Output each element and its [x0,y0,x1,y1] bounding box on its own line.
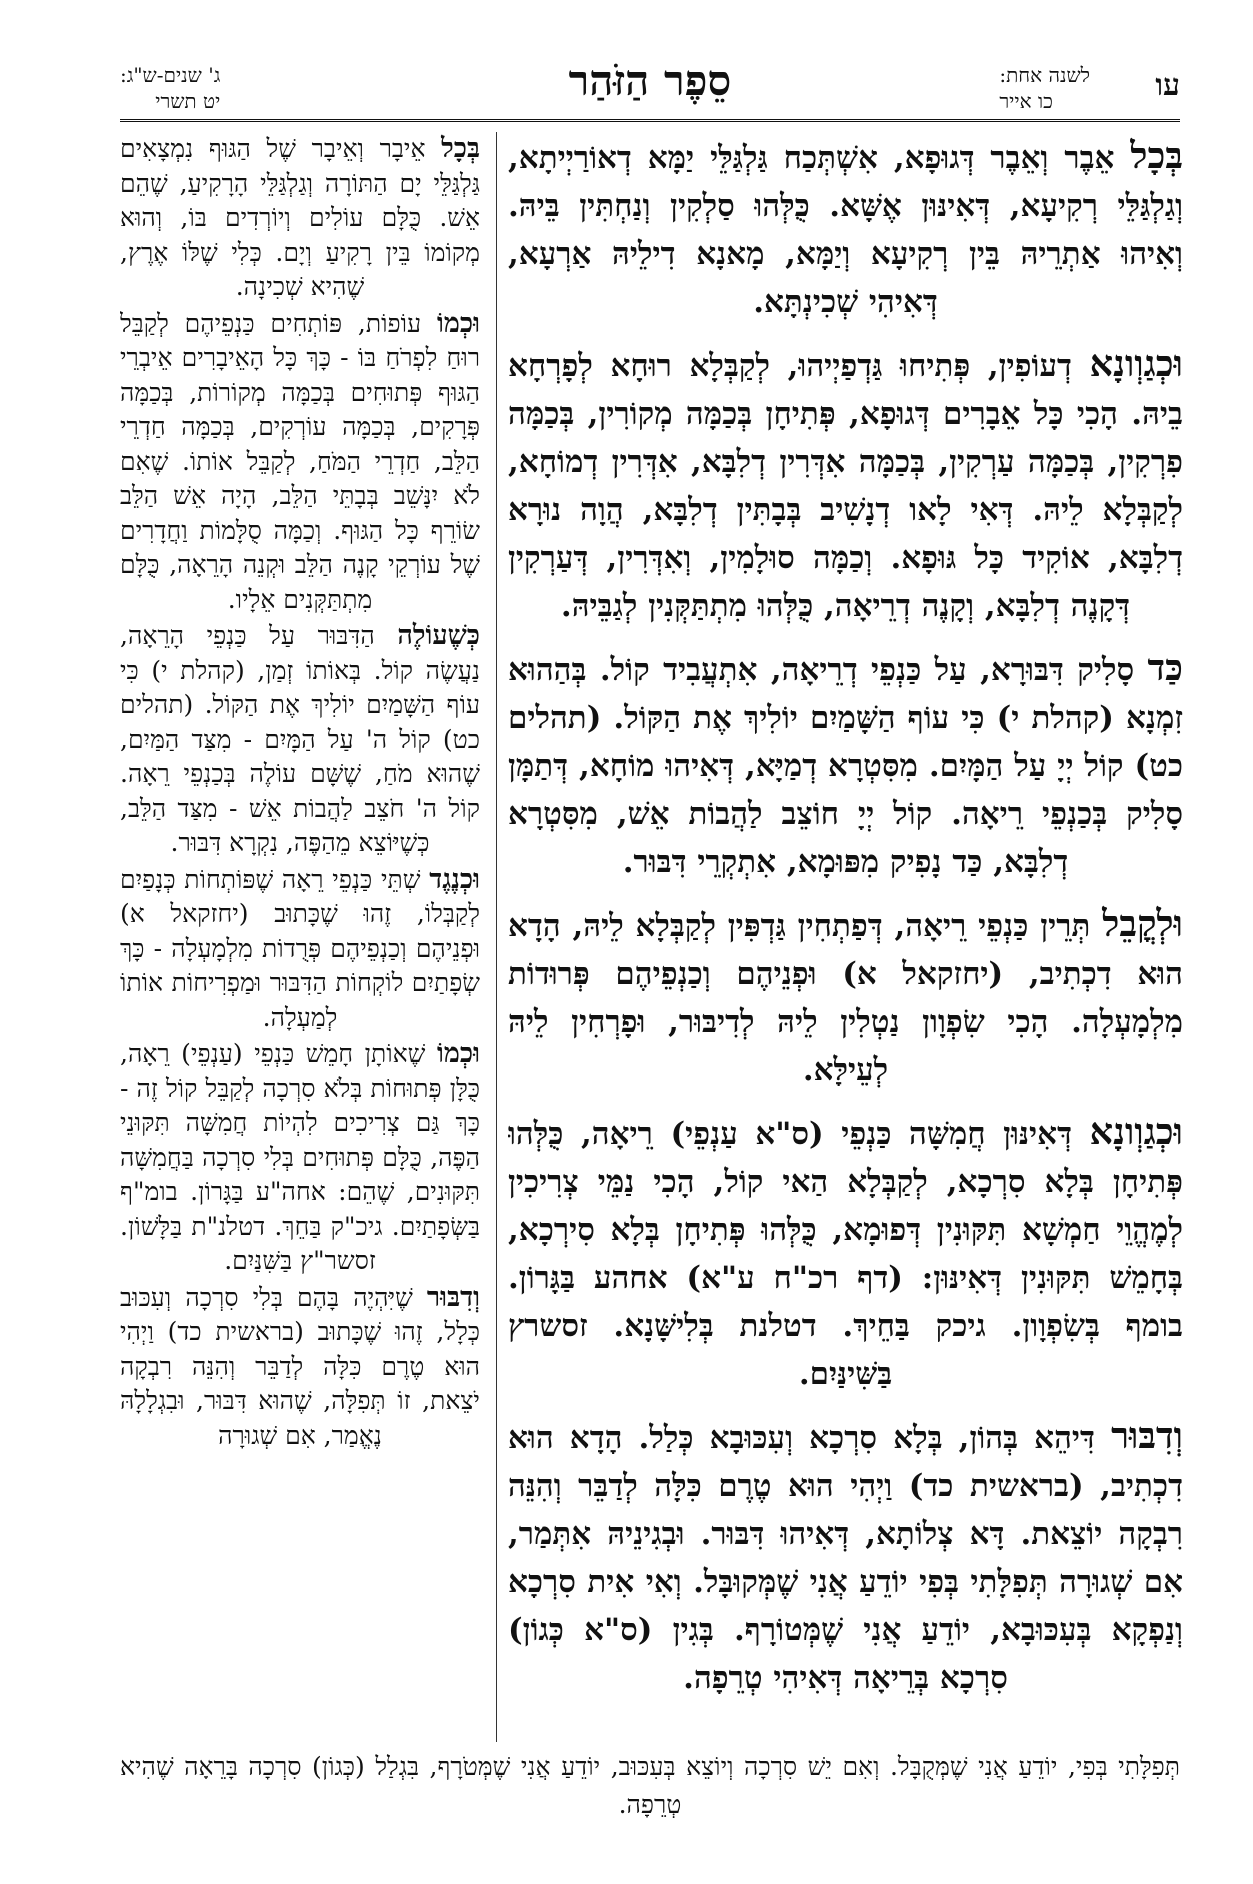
paragraph-text: שְׁתֵּי כַּנְפֵי רֵאָה שֶׁפּוֹתְחוֹת כְּנָפַיִם לְקַבְּלוֹ, זֶהוּ שֶׁכָּתוּב (יחזקאל א) וּפְנֵיהֶם וְכַנְפֵיהֶם פְּרֻדוֹת מִלְמָעְלָה - כָּךְ שְׂפָתַיִם לוֹקְחוֹת הַדִּבּוּר וּמַפְרִיחוֹת אוֹתוֹ לְמַעְלָה. [120,864,480,1032]
paragraph [120,307,480,618]
paragraph-text: סָלִיק דִּבּוּרָא, עַל כַּנְפֵי דְרֵיאָה, אִתְעֲבִיד קוֹל. בְּהַהוּא זִמְנָא (קהלת י) כִּי עוֹף הַשָּׁמַיִם יוֹלִיךְ אֶת הַקּוֹל. (תהלים כט) קוֹל יְיָ עַל הַמָּיִם. מִסִּטְרָא דְמַיָּא, דְּאִיהוּ מוֹחָא, דְּתַמָּן סָלִיק בְּכַנְפֵי רֵיאָה. קוֹל יְיָ חוֹצֵב לַהֲבוֹת אֵשׁ, מִסִּטְרָא דְלִבָּא, כַּד נָפִיק מִפּוּמָא, אִתְקְרֵי דִּבּוּר. [508,652,1183,880]
aramaic-text-column [508,132,1183,1744]
paragraph [508,1108,1183,1398]
schedule-date: יט תשרי [155,89,221,113]
header-rule [120,119,1180,122]
paragraph-lead-word: וּכְגַוְונָא [1089,1110,1183,1153]
book-title: סֵפֶר הַזֹּהַר [568,56,732,105]
reading-schedule-three-years [120,62,220,114]
paragraph-text: תְּרֵין כַּנְפֵי רֵיאָה, דְּפַתְחִין גַּדְפִּין לְקַבְּלָא לֵיהּ, הָדָא הוּא דִכְתִיב, (יחזקאל א) וּפְנֵיהֶם וְכַנְפֵיהֶם פְּרוּדוֹת מִלְמָעְלָה. הָכִי שִׂפְוָון נַטְלִין לֵיהּ לְדִיבּוּר, וּפָרְחִין לֵיהּ לְעֵילָּא. [508,908,1183,1088]
paragraph-text: אֵבֶר וְאֵבֶר דְּגוּפָא, אִשְׁתְּכַח גַּלְגַּלֵּי יַמָּא דְאוֹרַיְיתָא, וְגַלְגַּלֵּי רְקִיעָא, דְּאִינּוּן אֶשָּׁא. כֻּלְּהוּ סַלְקִין וְנַחְתִּין בֵּיהּ. וְאִיהוּ אַתְרֵיהּ בֵּין רְקִיעָא וְיַמָּא, מָאנָא דִילֵיהּ אַרְעָא, דְּאִיהִי שְׁכִינְתָּא. [508,140,1183,320]
hebrew-translation-column [120,132,480,1744]
paragraph [120,1037,480,1279]
paragraph-text: אֵיבָר וְאֵיבָר שֶׁל הַגּוּף נִמְצָאִים גַּלְגַּלֵּי יָם הַתּוֹרָה וְגַלְגַּלֵּי הָרָקִיעַ, שֶׁהֵם אֵשׁ. כֻּלָּם עוֹלִים וְיוֹרְדִים בּוֹ, וְהוּא מְקוֹמוֹ בֵּין רָקִיעַ וְיָם. כְּלִי שֶׁלּוֹ אֶרֶץ, שֶׁהִיא שְׁכִינָה. [120,134,480,301]
paragraph-text: דְּאִינּוּן חֲמִשָּׁה כַּנְפֵי (ס"א עַנְפֵי) רֵיאָה, כֻּלְּהוּ פְּתִיחָן בְּלָא סִרְכָא, לְקַבְּלָא הַאי קוֹל, הָכִי נַמֵּי צְרִיכִין לְמֶהֱוֵי חַמְשָׁא תִּקּוּנִין דְּפוּמָא, כֻּלְּהוּ פְּתִיחָן בְּלָא סִירְכָא, בְּחָמֵשׁ תִּקּוּנִין דְּאִינּוּן: (דף רכ"ח ע"א) אחהע בַּגָּרוֹן. בומף בְּשִׂפְוָון. גיכק בַּחֵיךְ. דטלנת בְּלִישָּׁנָא. זסשרץ בַּשִּׁינַּיִם. [508,1116,1183,1392]
paragraph-lead-word: וּלְקֳבֵל [1102,902,1183,945]
paragraph [508,1412,1183,1702]
paragraph-lead-word: וְדִבּוּר [1111,1414,1183,1457]
paragraph-lead-word: וּכְמוֹ [436,307,480,339]
paragraph-text: דְעוֹפִין, פְּתִיחוּ גַּדְפַיְיהוּ, לְקַבְּלָא רוּחָא לְפָרְחָא בֵיהּ. הָכִי כָּל אֵבָרִים דְּגוּפָא, פְּתִיחָן בְּכַמָּה מְקוֹרִין, בְּכַמָּה פִרְקִין, בְּכַמָּה עַרְקִין, בְּכַמָּה אִדְּרִין דְלִבָּא, אִדְּרִין דְמוֹחָא, לְקַבְּלָא לֵיהּ. דְּאִי לָאו דְנָשִׁיב בְּבָתִּין דְלִבָּא, הֲוָה נוּרָא דְלִבָּא, אוֹקִיד כָּל גּוּפָא. וְכַמָּה סוּלָמִין, וְאִדְּרִין, דְּעַרְקִין דְּקָנֶה דְלִבָּא, וְקָנֶה דְרֵיאָה, כֻּלְּהוּ מִתְתַּקְּנִין לְגַבֵּיהּ. [508,348,1183,624]
schedule-label: ג' שנים-ש"ג: [120,63,221,87]
paragraph [120,863,480,1036]
translation-continuation: תְּפִלָּתִי בְּפִי, יוֹדֵעַ אֲנִי שֶׁמְּקֻבָּל. וְאִם יֵשׁ סִרְכָה וְיוֹצֵא בְּעִכּוּב, יוֹדֵעַ אֲנִי שֶׁמְּטֹרָף, בִּגְלַל (כְּגוֹן) סִרְכָה בָּרֵאָה שֶׁהִיא טְרֵפָה. [120,1752,1180,1819]
paragraph-lead-word: כְּשֶׁעוֹלֶה [397,620,480,651]
paragraph-lead-word: וּכְמוֹ [436,1038,480,1069]
paragraph [508,340,1183,630]
column-divider [496,132,497,1742]
paragraph [508,644,1183,886]
paragraph-lead-word: וּכְגַוְונָא [1089,342,1183,385]
schedule-date: כו אייר [999,89,1053,113]
paragraph-text: הַדִּבּוּר עַל כַּנְפֵי הָרֵאָה, נַעֲשֶׂה קוֹל. בְּאוֹתוֹ זְמַן, (קהלת י) כִּי עוֹף הַשָּׁמַיִם יוֹלִיךְ אֶת הַקּוֹל. (תהלים כט) קוֹל ה' עַל הַמָּיִם - מִצַּד הַמַּיִם, שֶׁהוּא מֹחַ, שֶׁשָּׁם עוֹלֶה בְּכַנְפֵי רֵאָה. קוֹל ה' חֹצֵב לַהֲבוֹת אֵשׁ - מִצַּד הַלֵּב, כְּשֶׁיּוֹצֵא מֵהַפֶּה, נִקְרָא דִּבּוּר. [120,621,480,857]
page-number: עו [1155,68,1180,103]
paragraph-text: עוֹפוֹת, פּוֹתְחִים כַּנְפֵיהֶם לְקַבֵּל רוּחַ לִפְרֹחַ בּוֹ - כָּךְ כָּל הָאֵיבָרִים אֵיבְרֵי הַגּוּף פְּתוּחִים בְּכַמָּה מְקוֹרוֹת, בְּכַמָּה פְּרָקִים, בְּכַמָּה עוֹרְקִים, בְּכַמָּה חַדְרֵי הַלֵּב, חַדְרֵי הַמֹּחַ, לְקַבֵּל אוֹתוֹ. שֶׁאִם לֹא יִנָּשֵׁב בְּבָתֵּי הַלֵּב, הָיָה אֵשׁ הַלֵּב שׂוֹרֵף כָּל הַגּוּף. וְכַמָּה סֻלָּמוֹת וַחֲדָרִים שֶׁל עוֹרְקֵי קָנֶה הַלֵּב וּקְנֵה הָרֵאָה, כֻּלָּם מִתְתַּקְּנִים אֵלָיו. [120,308,480,614]
schedule-label: לשנה אחת: [999,63,1090,87]
paragraph [120,619,480,861]
paragraph-text: דִּיהֵא בְּהוֹן, בְּלָא סִרְכָא וְעִכּוּבָא כְּלַל. הָדָא הוּא דִכְתִיב, (בראשית כד) וַיְהִי הוּא טֶרֶם כִּלָּה לְדַבֵּר וְהִנֵּה רִבְקָה יוֹצֵאת. דָּא צְלוֹתָא, דְּאִיהוּ דִּבּוּר. וּבְגִינֵיהּ אִתְּמַר, אִם שְׁגוּרָה תְּפִלָּתִי בְּפִי יוֹדֵעַ אֲנִי שֶׁמְּקוּבָּל. וְאִי אִית סִרְכָא וְנַפְקָא בְּעִכּוּבָא, יוֹדֵעַ אֲנִי שֶׁמְּטוֹרָף. בְּגִין (ס"א כְּגוֹן) סִרְכָא בְּרֵיאָה דְּאִיהִי טְרֵפָה. [508,1420,1183,1696]
page-header [120,56,1180,122]
paragraph [120,132,480,305]
paragraph-lead-word: כַּד [1147,646,1183,689]
paragraph [120,1281,480,1454]
paragraph-text: שֶׁיִּהְיֶה בָּהֶם בְּלִי סִרְכָה וְעִכּוּב כְּלָל, זֶהוּ שֶׁכָּתוּב (בראשית כד) וַיְהִי הוּא טֶרֶם כִּלָּה לְדַבֵּר וְהִנֵּה רִבְקָה יֹצֵאת, זוֹ תְּפִלָּה, שֶׁהוּא דִּבּוּר, וּבִגְלָלָהּ נֶאֱמַר, אִם שְׁגוּרָה [120,1282,480,1450]
paragraph-lead-word: בְּכָל [441,133,480,164]
paragraph-lead-word: בְּכָל [1130,134,1183,177]
paragraph-lead-word: וְדִבּוּר [426,1281,480,1313]
paragraph-lead-word: וּכְנֶגֶד [429,863,480,895]
paragraph [508,900,1183,1094]
paragraph [508,132,1183,326]
paragraph-text: שֶׁאוֹתָן חָמֵשׁ כַּנְפֵי (עַנְפֵי) רֵאָה, כֻּלָּן פְּתוּחוֹת בְּלֹא סִרְכָה לְקַבֵּל קוֹל זֶה - כָּךְ גַּם צְרִיכִים לִהְיוֹת חֲמִשָּׁה תִּקּוּנֵי הַפֶּה, כֻּלָּם פְּתוּחִים בְּלִי סִרְכָה בַּחֲמִשָּׁה תִּקּוּנִים, שֶׁהֵם: אחה"ע בַּגָּרוֹן. בומ"ף בַּשְּׂפָתַיִם. גיכ"ק בַּחֵךְ. דטלנ"ת בַּלָּשׁוֹן. זסשר"ץ בַּשִּׁנַּיִם. [120,1039,480,1275]
